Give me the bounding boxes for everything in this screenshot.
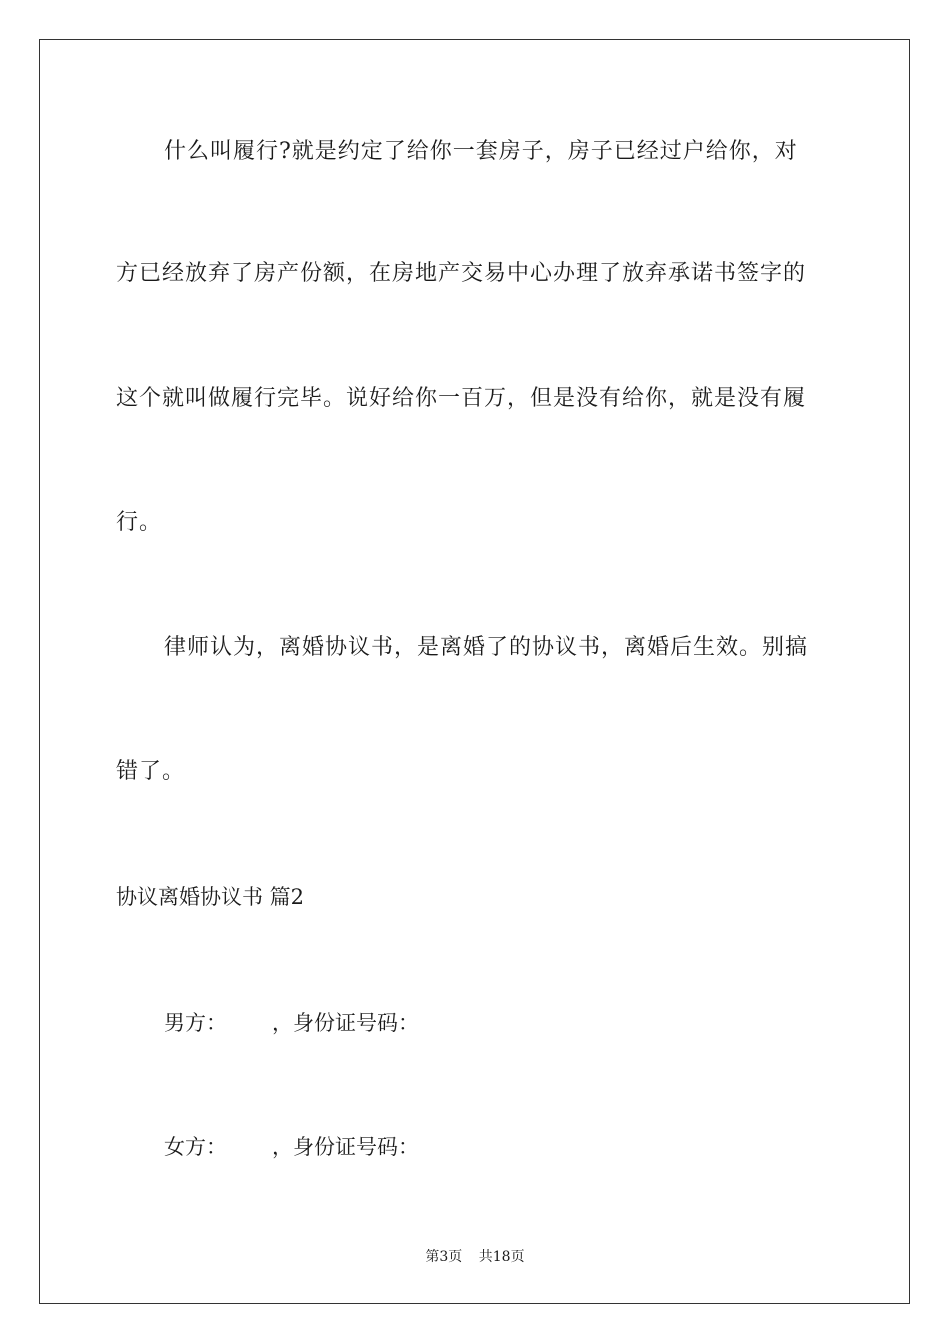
husband-label: 男方： bbox=[164, 1011, 227, 1035]
paragraph-2-line-2: 错了。 bbox=[116, 759, 186, 784]
paragraph-1-line-3: 这个就叫做履行完毕。说好给你一百万，但是没有给你，就是没有履 bbox=[116, 386, 807, 411]
section-heading: 协议离婚协议书 篇2 bbox=[116, 885, 305, 909]
page-footer bbox=[0, 1248, 950, 1266]
wife-label: 女方： bbox=[164, 1135, 227, 1159]
page-number: 第3页 bbox=[425, 1249, 463, 1265]
page-frame bbox=[39, 39, 910, 1304]
husband-id-label: ，身份证号码： bbox=[272, 1011, 419, 1035]
paragraph-2-line-1: 律师认为，离婚协议书，是离婚了的协议书，离婚后生效。别搞 bbox=[164, 635, 809, 660]
husband-field bbox=[164, 1010, 419, 1036]
wife-id-label: ，身份证号码： bbox=[272, 1135, 419, 1159]
page-total: 共18页 bbox=[478, 1249, 525, 1265]
paragraph-1-line-4: 行。 bbox=[116, 510, 163, 535]
wife-field bbox=[164, 1134, 419, 1160]
paragraph-1-line-2: 方已经放弃了房产份额，在房地产交易中心办理了放弃承诺书签字的 bbox=[116, 261, 807, 286]
paragraph-1-line-1: 什么叫履行?就是约定了给你一套房子，房子已经过户给你，对 bbox=[164, 139, 798, 164]
